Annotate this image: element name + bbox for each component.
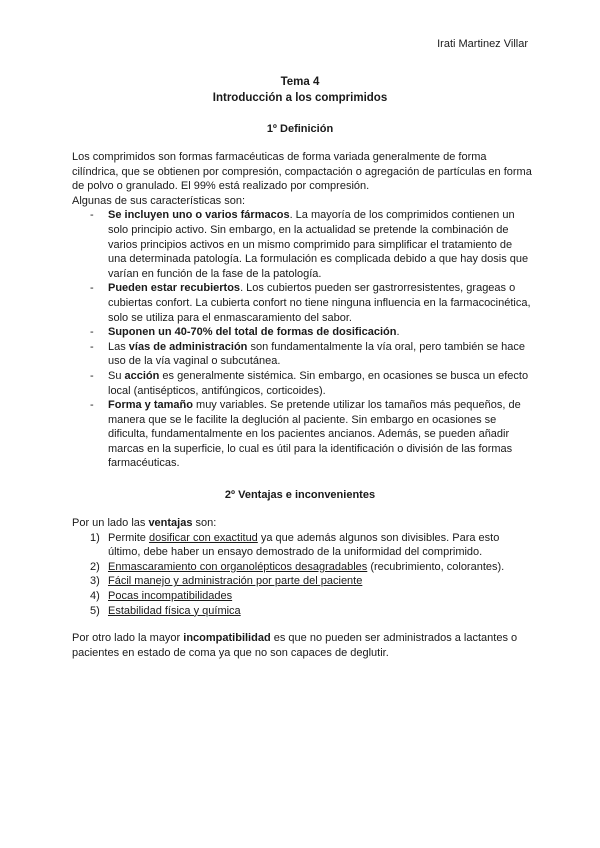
section-2-body [72,516,532,618]
list-item: 2) Enmascaramiento con organolépticos desagradables (recubrimiento, colorantes). [90,560,505,573]
characteristics-lead: Algunas de sus características son: [72,194,246,207]
list-item: - Su acción es generalmente sistémica. Sin embargo, en ocasiones se busca un efecto local (antisépticos, antifúngicos, corticoides). [72,369,532,398]
characteristics-list [72,208,532,471]
author-name: Irati Martinez Villar [437,38,528,50]
list-item: 4) Pocas incompatibilidades [90,589,233,602]
list-item: 5) Estabilidad física y química [90,604,241,617]
list-item: 1) Permite dosificar con exactitud ya que además algunos son divisibles. Para esto último, debe haber un ensayo demostrado de la uniformidad del comprimido. [90,531,500,559]
closing-paragraph: Por otro lado la mayor incompatibilidad es que no pueden ser administrados a lactantes o pacientes en estado de coma ya que no son capaces de deglutir. [72,632,518,659]
list-item: - Pueden estar recubiertos. Los cubiertos pueden ser gastrorresistentes, grageas o cubiertas confort. La cubierta confort no tiene ninguna influencia en la farmacocinética, solo se utiliza para el enmascaramiento del sabor. [72,281,532,325]
definition-paragraph: Los comprimidos son formas farmacéuticas de forma variada generalmente de forma cilíndrica, que se obtienen por compresión, compactación o agregación de partículas en forma de polvo o granulado. El 99% está realizado por compresión. [72,151,532,193]
document-title [0,74,600,106]
title-line-2: Introducción a los comprimidos [212,92,388,104]
section-1-body [72,150,532,471]
list-item: - Se incluyen uno o varios fármacos. La mayoría de los comprimidos contienen un solo principio activo. Sin embargo, en la actualidad se pretende la combinación de varios principios activos en un mismo comprimido para simplificar el tratamiento de una determinada patología. La formulación es complicada debido a que hay dosis que varían en función de la fase de la patología. [72,208,532,281]
advantages-lead: Por un lado las ventajas son: [72,517,217,529]
title-line-1: Tema 4 [280,76,320,88]
section-2-heading: 2º Ventajas e inconvenientes [224,489,376,501]
list-item: - Suponen un 40-70% del total de formas de dosificación. [72,325,532,340]
list-item: - Las vías de administración son fundamentalmente la vía oral, pero también se hace uso de la vía vaginal o subcutánea. [72,340,532,369]
list-item: - Forma y tamaño muy variables. Se pretende utilizar los tamaños más pequeños, de manera que se le facilite la deglución al paciente. Sin embargo en ocasiones se dificulta, fundamentalmente en los pacientes ancianos. Además, se pueden añadir marcas en la superficie, lo cual es útil para la identificación o división de las formas farmacéuticas. [72,398,532,471]
advantages-list [72,531,532,619]
list-item: 3) Fácil manejo y administración por parte del paciente [90,575,363,588]
section-1-heading: 1º Definición [266,123,334,135]
